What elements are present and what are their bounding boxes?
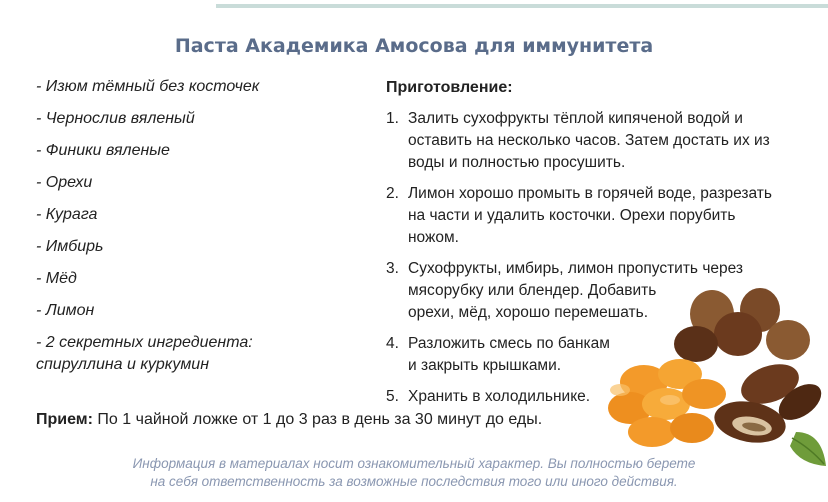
intake-label: Прием: (36, 411, 93, 428)
disclaimer-line: Информация в материалах носит ознакомительный характер. Вы полностью берете (132, 456, 696, 471)
step-line: оставить на несколько часов. Затем достать их из (408, 132, 770, 149)
step-text (408, 108, 806, 174)
step-line: и закрыть крышками. (408, 357, 562, 374)
ingredient-item: - Лимон (36, 302, 95, 319)
step-line: ножом. (408, 229, 459, 246)
step-line: мясорубку или блендер. Добавить (408, 282, 657, 299)
step-number: 1. (386, 110, 399, 127)
step-text (408, 183, 806, 249)
ingredient-item: - Имбирь (36, 238, 104, 255)
preparation-heading: Приготовление: (386, 79, 513, 96)
ingredient-item: - 2 секретных ингредиента: (36, 334, 253, 351)
page-title: Паста Академика Амосова для иммунитета (174, 35, 654, 57)
step-line: Залить сухофрукты тёплой кипяченой водой и (408, 110, 743, 127)
step-number: 4. (386, 335, 399, 352)
step-item (386, 183, 806, 249)
disclaimer (0, 455, 828, 491)
intake-text: По 1 чайной ложке от 1 до 3 раз в день за 30 минут до еды. (92, 411, 543, 428)
ingredients-list (36, 76, 336, 376)
step-line: на части и удалить косточки. Орехи порубить (408, 207, 736, 224)
ingredient-item: - Изюм тёмный без косточек (36, 78, 260, 95)
disclaimer-line: на себя ответственность за возможные последствия того или иного действия. (150, 474, 678, 489)
step-line: Сухофрукты, имбирь, лимон пропустить через (408, 260, 744, 277)
ingredient-item: - Чернослив вяленый (36, 110, 195, 127)
ingredient-item: - Орехи (36, 174, 93, 191)
step-number: 3. (386, 260, 399, 277)
ingredient-item: - Мёд (36, 270, 77, 287)
ingredient-item: - Финики вяленые (36, 142, 170, 159)
ingredient-item: - Курага (36, 206, 98, 223)
step-line: орехи, мёд, хорошо перемешать. (408, 304, 649, 321)
top-decorative-rule (216, 4, 828, 8)
step-number: 2. (386, 185, 399, 202)
step-number: 5. (386, 388, 399, 405)
step-line: Разложить смесь по банкам (408, 335, 610, 352)
step-line: Хранить в холодильнике. (408, 388, 591, 405)
step-item (386, 108, 806, 174)
ingredient-item: спируллина и куркумин (36, 356, 210, 373)
step-line: Лимон хорошо промыть в горячей воде, разрезать (408, 185, 772, 202)
intake-instruction (36, 411, 542, 429)
dried-fruits-icon (600, 282, 828, 472)
step-line: воды и полностью просушить. (408, 154, 626, 171)
